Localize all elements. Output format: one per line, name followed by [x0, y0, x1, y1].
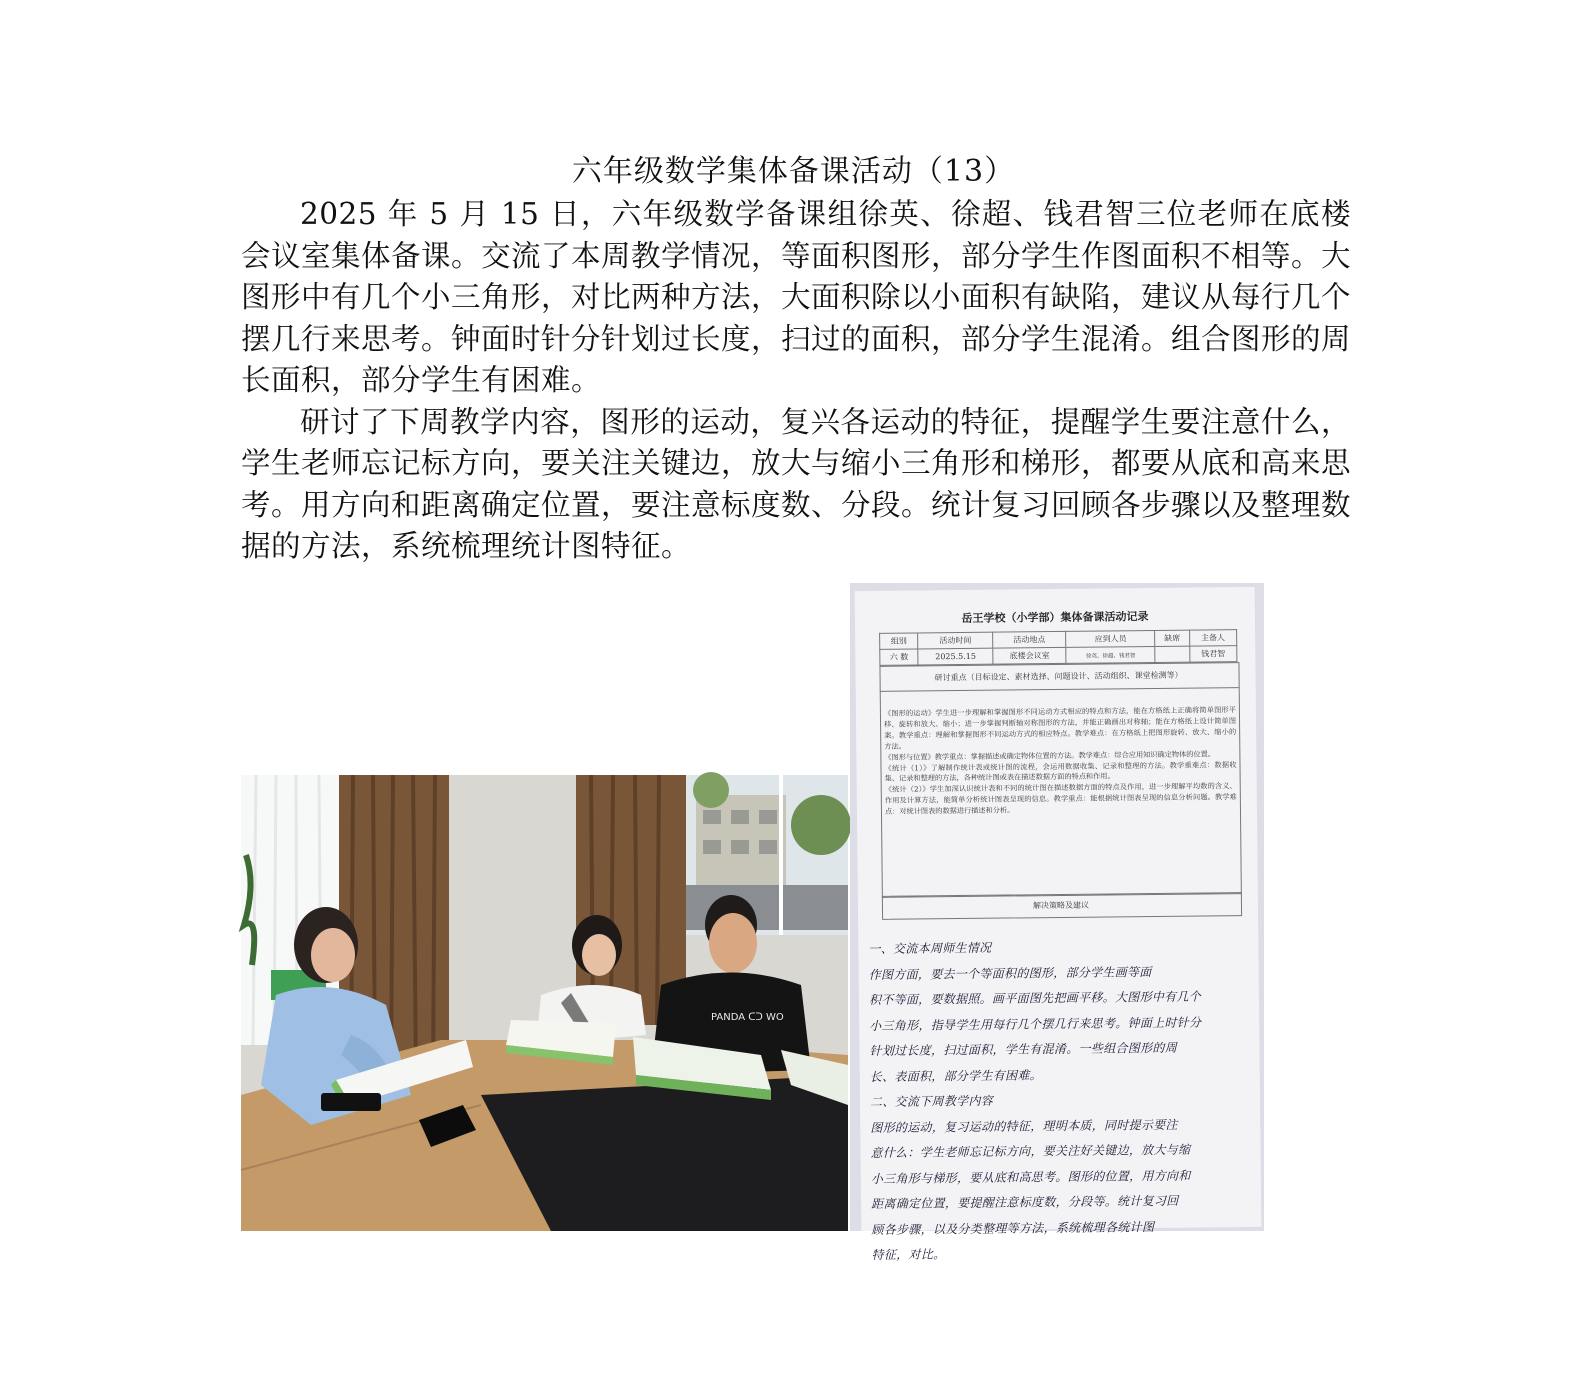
- form-title: 岳王学校（小学部）集体备课活动记录: [961, 610, 1149, 625]
- handwritten-line: 长、表面积，部分学生有困难。: [869, 1067, 1043, 1084]
- solution-heading: 解决策略及建议: [1032, 900, 1090, 911]
- handwritten-line: 小三角形，指导学生用每行几个摆几行来思考。钟面上时针分: [869, 1015, 1202, 1033]
- scanned-record-form: [850, 583, 1264, 1262]
- value-absent: [1155, 646, 1189, 662]
- paragraph-exchange: 2025 年 5 月 15 日，六年级数学备课组徐英、徐超、钱君智三位老师在底楼会议室集体备课。交流了本周教学情况，等面积图形，部分学生作图面积不相等。大图形中有几个小三角形，对比两种方法，大面积除以小面积有缺陷，建议从每行几个摆几行来思考。钟面时针分针划过长度，扫过的面积，部分学生混淆。组合图形的周长面积，部分学生有困难。: [241, 197, 1352, 397]
- header-absent: 缺席: [1155, 630, 1189, 646]
- meeting-photo: [241, 775, 848, 1231]
- handwritten-line: 一、交流本周师生情况: [868, 940, 992, 956]
- form-sheet: [855, 587, 1262, 1262]
- page-title: 六年级数学集体备课活动（13）: [571, 154, 1016, 189]
- form-info-table: [879, 629, 1237, 666]
- focus-paragraph: 《图形与位置》教学重点：掌握描述或确定物体位置的方法。教学难点：综合应用知识确定物体的位置。: [884, 748, 1216, 762]
- header-lead: 主备人: [1189, 630, 1237, 646]
- handwritten-line: 小三角形与梯形，要从底和高思考。图形的位置，用方向和: [870, 1168, 1191, 1186]
- handwritten-line: 特征，对比。: [871, 1247, 946, 1262]
- handwritten-line: 二、交流下周教学内容: [869, 1093, 994, 1109]
- handwritten-line: 距离确定位置，要提醒注意标度数，分段等。统计复习回: [871, 1193, 1179, 1211]
- handwritten-line: 顾各步骤，以及分类整理等方法，系统梳理各统计图: [871, 1219, 1155, 1237]
- header-place: 活动地点: [993, 631, 1067, 648]
- value-lead: 钱君智: [1189, 646, 1237, 662]
- paragraph-discussion: 研讨了下周教学内容，图形的运动，复兴各运动的特征，提醒学生要注意什么，学生老师忘记标方向，要关注关键边，放大与缩小三角形和梯形，都要从底和高来思考。用方向和距离确定位置，要注意标度数、分段。统计复习回顾各步骤以及整理数据的方法，系统梳理统计图特征。: [241, 404, 1352, 563]
- handwritten-line: 图形的运动，复习运动的特征，理明本质，同时提示要注: [870, 1117, 1178, 1135]
- value-attendees: 徐英、徐超、钱君智: [1066, 646, 1155, 663]
- handwritten-line: 作图方面，要去一个等面积的图形，部分学生画等面: [868, 964, 1152, 982]
- focus-paragraph: 《统计（1）》了解制作统计表或统计图的流程，会运用数据收集、记录和整理的方法。教学重难点：数据收集、记录和整理的方法，各种统计图或表在描述数据方面的特点和作用。: [884, 759, 1237, 784]
- focus-heading: 研讨重点（目标设定、素材选择、问题设计、活动组织、课堂检测等）: [934, 670, 1183, 683]
- handwritten-line: 意什么：学生老师忘记标方向，要关注好关键边，放大与缩: [870, 1142, 1191, 1160]
- focus-paragraph: 《图形的运动》学生进一步理解和掌握图形不同运动方式相应的特点和方法，能在方格纸上正确将简单图形平移、旋转和放大、缩小；进一步掌握判断轴对称图形的方法，并能正确画出对称轴；能在方格纸上设计简单图案。教学重点：理解和掌握图形不同运动方式的相应特点。教学难点：在方格纸上把图形旋转、放大、缩小的方法。: [883, 705, 1237, 751]
- handwritten-notes: [868, 933, 1253, 1268]
- value-time: 2025.5.15: [918, 648, 993, 665]
- value-group: 六 数: [880, 649, 919, 665]
- value-place: 底楼会议室: [993, 647, 1067, 664]
- handwritten-line: 针划过长度，扫过面积，学生有混淆。一些组合图形的周: [869, 1040, 1178, 1058]
- header-time: 活动时间: [918, 632, 993, 649]
- shirt-print: PANDA ᑕᑐ WO: [711, 1012, 784, 1023]
- focus-paragraph: 《统计（2）》学生加深认识统计表和不同的统计图在描述数据方面的特点及作用，进一步理解平均数的含义、作用及计算方法，能简单分析统计图表呈现的信息。教学重点：能根据统计图表呈现的信息分析问题。教学难点：对统计图表的数据进行描述和分析。: [884, 781, 1237, 816]
- body-text: [241, 194, 1351, 568]
- header-group: 组别: [880, 633, 919, 649]
- focus-content: [884, 705, 1237, 818]
- handwritten-line: 积不等面，要数据照。画平面图先把画平移。大图形中有几个: [868, 989, 1202, 1007]
- header-attendees: 应到人员: [1066, 630, 1155, 647]
